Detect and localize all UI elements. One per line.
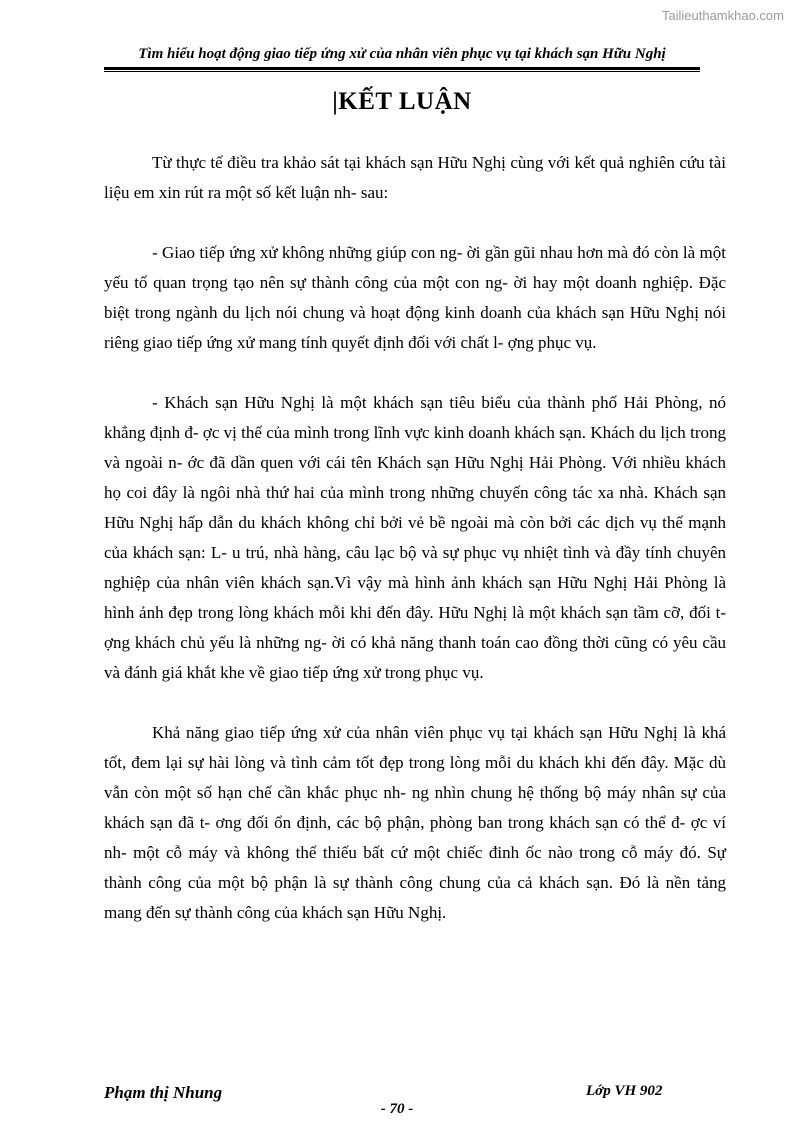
paragraph-conclusion: Khả năng giao tiếp ứng xử của nhân viên phục vụ tại khách sạn Hữu Nghị là khá tốt, đem lại sự hài lòng và tình cảm tốt đẹp trong lòng mỗi du khách khi đến đây. Mặc dù vẫn còn một số hạn chế cần khắc phục nh- ng nhìn chung hệ thống bộ máy nhân sự của khách sạn đã t- ơng đối ổn định, các bộ phận, phòng ban trong khách sạn có thể đ- ợc ví nh- một cỗ máy và không thể thiếu bất cứ một chiếc đinh ốc nào trong cỗ máy đó. Sự thành công của một bộ phận là sự thành công chung của cả khách sạn. Đó là nền tảng mang đến sự thành công của khách sạn Hữu Nghị. xyxy=(104,723,726,922)
paragraph-communication: - Giao tiếp ứng xử không những giúp con ng- ời gần gũi nhau hơn mà đó còn là một yếu tố quan trọng tạo nên sự thành công của một con ng- ời hay một doanh nghiệp. Đặc biệt trong ngành du lịch nói chung và hoạt động kinh doanh của khách sạn Hữu Nghị nói riêng giao tiếp ứng xử mang tính quyết định đối với chất l- ợng phục vụ. xyxy=(104,243,726,352)
paragraph-intro: Từ thực tế điều tra khảo sát tại khách sạn Hữu Nghị cùng với kết quả nghiên cứu tài liệu em xin rút ra một số kết luận nh- sau: xyxy=(104,153,726,202)
document-body xyxy=(104,148,726,958)
paragraph-hotel: - Khách sạn Hữu Nghị là một khách sạn tiêu biểu của thành phố Hải Phòng, nó khẳng định đ- ợc vị thế của mình trong lĩnh vực kinh doanh khách sạn. Khách du lịch trong và ngoài n- ớc đã dần quen với cái tên Khách sạn Hữu Nghị Hải Phòng. Với nhiều khách họ coi đây là ngôi nhà thứ hai của mình trong những chuyến công tác xa nhà. Khách sạn Hữu Nghị hấp dẫn du khách không chỉ bởi vẻ bề ngoài mà còn bởi các dịch vụ thế mạnh của khách sạn: L- u trú, nhà hàng, câu lạc bộ và sự phục vụ nhiệt tình và đầy tính chuyên nghiệp của nhân viên khách sạn.Vì vậy mà hình ảnh khách sạn Hữu Nghị Hải Phòng là hình ảnh đẹp trong lòng khách mỗi khi đến đây. Hữu Nghị là một khách sạn tầm cỡ, đối t- ợng khách chủ yếu là những ng- ời có khả năng thanh toán cao đồng thời cũng có yêu cầu và đánh giá khắt khe về giao tiếp ứng xử trong phục vụ. xyxy=(104,393,726,682)
page-number: - 70 - xyxy=(380,1101,414,1117)
header-rule-thin xyxy=(104,71,700,72)
footer-author: Phạm thị Nhung xyxy=(104,1083,223,1102)
watermark-text: Tailieuthamkhao.com xyxy=(661,8,784,23)
running-header: Tìm hiểu hoạt động giao tiếp ứng xử của nhân viên phục vụ tại khách sạn Hữu Nghị xyxy=(138,46,666,62)
header-rule-thick xyxy=(104,67,700,70)
page-title: |KẾT LUẬN xyxy=(332,88,472,115)
footer-class: Lớp VH 902 xyxy=(586,1083,663,1099)
